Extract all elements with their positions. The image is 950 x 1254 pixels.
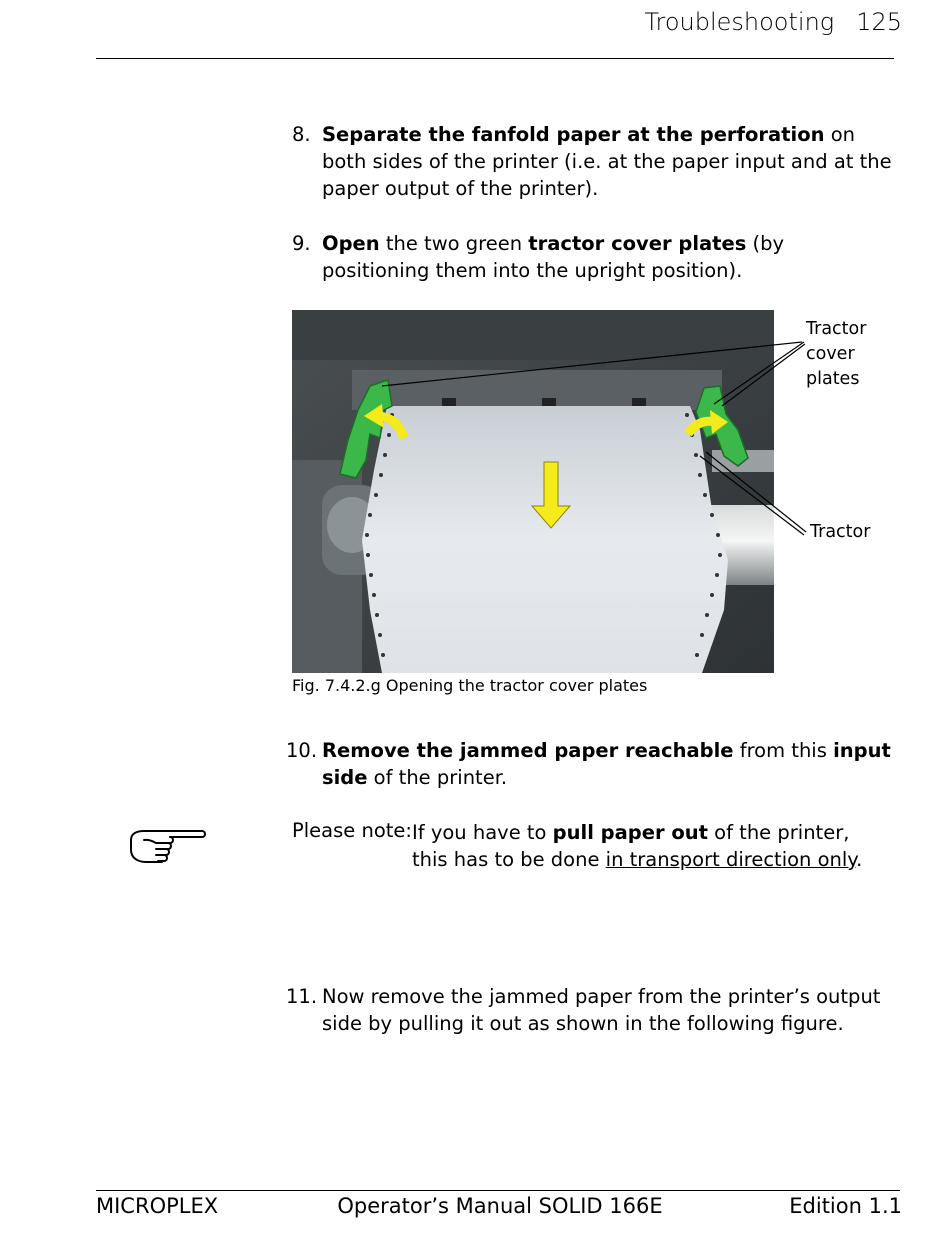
footer-right: Edition 1.1 xyxy=(789,1194,902,1218)
step-number: 9. xyxy=(292,232,311,255)
note-pre: If you have to xyxy=(412,821,553,844)
figure-caption: Fig. 7.4.2.g Opening the tractor cover plates xyxy=(292,676,648,695)
step-number: 11. xyxy=(286,985,318,1008)
step-bold-2: input side xyxy=(322,739,891,789)
footer-left: MICROPLEX xyxy=(96,1194,219,1218)
note-underlined: in transport direction only xyxy=(605,848,857,871)
callout-line-3: plates xyxy=(806,369,860,389)
note-mid: of the printer, this has to be done xyxy=(412,821,850,871)
step-bold-2: tractor cover plates xyxy=(528,232,747,255)
step-bold: Open xyxy=(322,232,380,255)
pointing-hand-icon xyxy=(128,826,208,866)
note-post: . xyxy=(856,848,863,871)
step-text: Now remove the jammed paper from the printer’s output side by pulling it out as shown in the following figure. xyxy=(322,985,881,1035)
step-10 xyxy=(286,737,892,791)
callout-line-1: Tractor xyxy=(806,319,867,339)
footer-center: Operator’s Manual SOLID 166E xyxy=(337,1194,663,1218)
step-bold: Separate the fanfold paper at the perforation xyxy=(322,123,825,146)
step-mid: from this xyxy=(733,739,834,762)
step-number: 8. xyxy=(292,123,311,146)
note-label: Please note: xyxy=(292,819,412,842)
step-text xyxy=(322,737,892,791)
step-rest: (by positioning them into the upright position). xyxy=(322,232,785,282)
step-11 xyxy=(286,983,896,1037)
callout-tractor-cover-plates xyxy=(806,317,866,392)
footer-rule xyxy=(96,1190,900,1191)
note-bold: pull paper out xyxy=(552,821,708,844)
section-title: Troubleshooting xyxy=(644,8,835,36)
step-rest: on both sides of the printer (i.e. at the paper input and at the paper output of the printer). xyxy=(322,123,892,200)
step-number: 10. xyxy=(286,739,318,762)
page-number: 125 xyxy=(856,8,902,36)
step-rest: of the printer. xyxy=(367,766,508,789)
step-mid: the two green xyxy=(379,232,529,255)
step-bold: Remove the jammed paper reachable xyxy=(322,739,734,762)
note-text xyxy=(412,819,882,873)
callout-tractor: Tractor xyxy=(810,522,871,542)
callout-line-2: cover xyxy=(806,344,855,364)
